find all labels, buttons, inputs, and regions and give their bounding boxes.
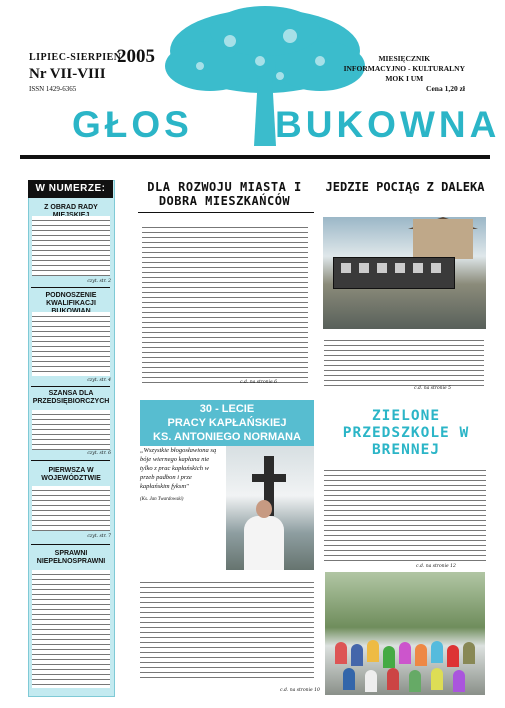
headline-pociag: JEDZIE POCIĄG Z DALEKA <box>325 180 485 194</box>
headline-lecie-line2: PRACY KAPŁAŃSKIEJ <box>167 417 287 429</box>
sidebar-page-1: czyt. str. 2 <box>87 279 111 284</box>
title-glos: GŁOS <box>72 104 193 145</box>
sidebar-text-5 <box>32 570 110 688</box>
sidebar-divider <box>31 287 110 288</box>
headline-lecie <box>140 400 314 446</box>
article-przedszkole-continued: c.d. na stronie 12 <box>416 564 456 569</box>
sidebar-title-4: PIERWSZA W WOJEWÓDZTWIE <box>41 467 101 482</box>
train-photo <box>323 217 486 329</box>
issue-number: Nr VII-VIII <box>29 66 106 82</box>
sidebar-title-3: SZANSA DLA PRZEDSIĘBIORCZYCH <box>32 390 110 405</box>
headline-przedszkole: ZIELONE PRZEDSZKOLE W BRENNEJ <box>342 408 470 458</box>
sidebar-divider <box>31 386 110 387</box>
sidebar-title-5: SPRAWNI NIEPEŁNOSPRAWNI <box>36 550 106 565</box>
sidebar-page-3: czyt. str. 6 <box>87 451 111 456</box>
quote-text: „Wszystkie błogosławiona są bóje wiernego kapłana nie tylko z prac kapłańskich w przeb padbon i prze kapłańskim fyksm" <box>140 447 217 490</box>
sidebar-text-1 <box>32 216 110 276</box>
sidebar-text-2 <box>32 312 110 376</box>
article-rozwoj-text <box>142 223 308 383</box>
sidebar-text-4 <box>32 486 110 531</box>
masthead-title <box>20 104 501 148</box>
children-group-photo <box>325 572 485 695</box>
headline-lecie-line1: 30 - LECIE <box>199 403 255 415</box>
sidebar-text-3 <box>32 410 110 450</box>
sidebar-title-1: Z OBRAD RADY <box>44 204 98 211</box>
sidebar-heading: W NUMERZE: <box>28 180 113 198</box>
headline-rule <box>138 212 314 213</box>
issue-year: 2005 <box>117 46 155 67</box>
price: Cena 1,20 zł <box>426 84 465 93</box>
magazine-subtype: INFORMACYJNO - KULTURALNY <box>343 64 465 73</box>
priest-photo <box>226 446 314 570</box>
article-przedszkole-text <box>324 466 486 562</box>
article-lecie-continued: c.d. na stronie 10 <box>280 688 320 693</box>
sidebar-page-4: czyt. str. 7 <box>87 534 111 539</box>
masthead-rule <box>20 155 490 159</box>
headline-lecie-line3: KS. ANTONIEGO NORMANA <box>153 431 301 443</box>
article-pociag-text <box>324 336 484 386</box>
article-pociag-continued: c.d. na stronie 5 <box>414 386 451 391</box>
article-lecie-text <box>140 578 314 682</box>
title-bukowna: BUKOWNA <box>275 104 501 145</box>
publisher: MOK I UM <box>385 74 424 83</box>
issn: ISSN 1429-6365 <box>29 85 77 93</box>
quote-box <box>140 446 223 570</box>
sidebar-page-2: czyt. str. 4 <box>87 378 111 383</box>
masthead-issue-block <box>29 46 155 93</box>
masthead-info-block <box>344 54 465 94</box>
quote-author: (Ks. Jan Twardowski) <box>140 497 184 502</box>
article-rozwoj-continued: c.d. na stronie 6 <box>240 380 277 385</box>
sidebar-divider <box>31 460 110 461</box>
headline-rozwoj: DLA ROZWOJU MIASTA I DOBRA MIESZKAŃCÓW <box>147 180 302 208</box>
magazine-type: MIESIĘCZNIK <box>378 54 431 63</box>
sidebar-divider <box>31 544 110 545</box>
sidebar-title-2: PODNOSZENIE KWALIFIKACJI <box>45 292 97 307</box>
issue-months: LIPIEC-SIERPIEŃ <box>29 52 122 63</box>
